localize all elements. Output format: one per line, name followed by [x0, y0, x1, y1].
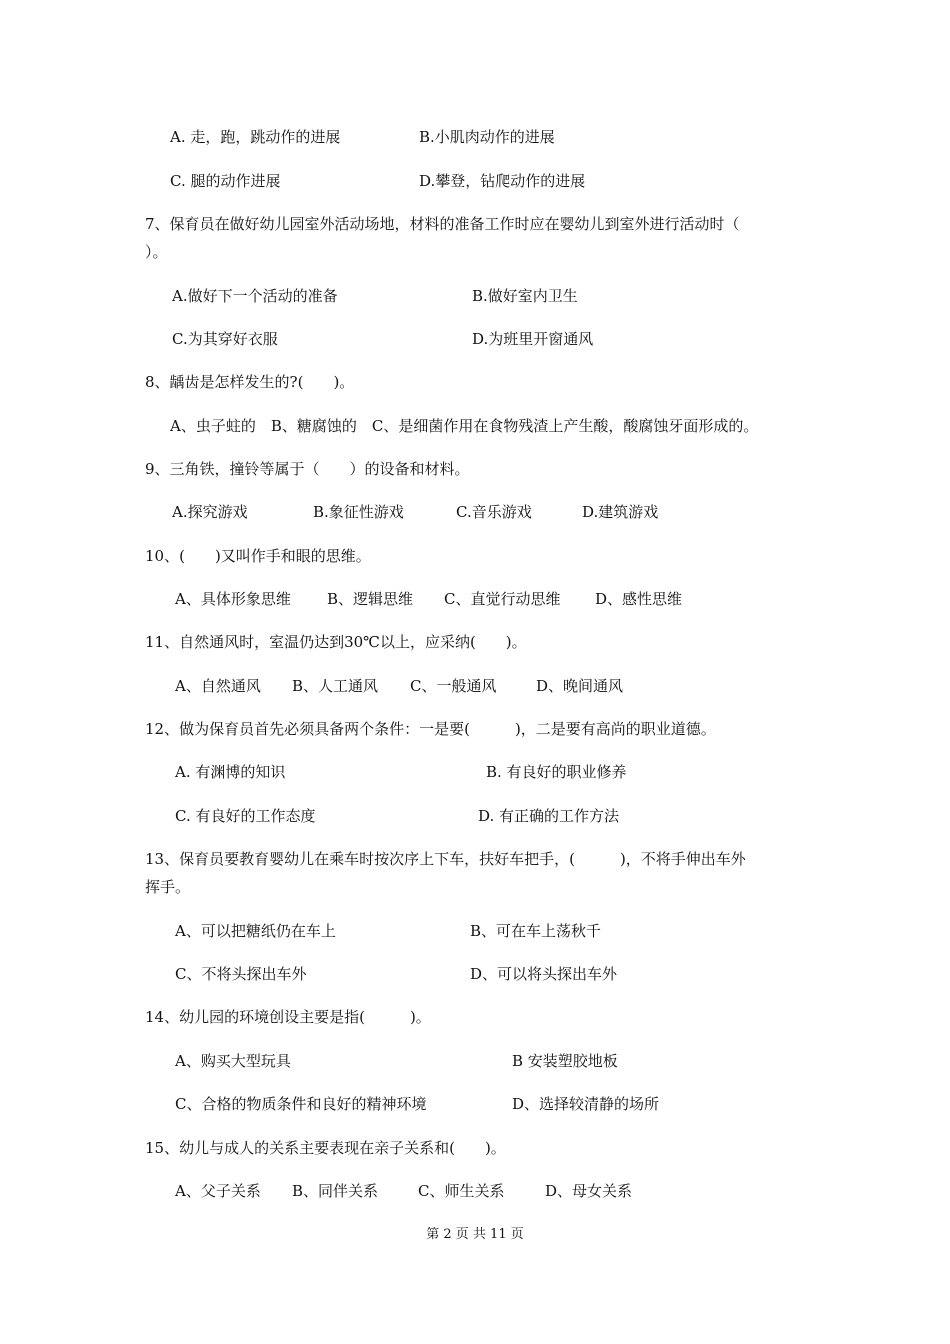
q6-option-b: B.小肌肉动作的进展 — [419, 128, 555, 146]
page-number-footer: 第 2 页 共 11 页 — [426, 1227, 524, 1242]
q11-option-c: C、一般通风 — [410, 677, 497, 695]
q14-option-c: C、合格的物质条件和良好的精神环境 — [175, 1095, 427, 1113]
q10-option-b: B、逻辑思维 — [327, 590, 414, 608]
q14-option-b: B 安装塑胶地板 — [512, 1052, 618, 1070]
q12-option-b: B. 有良好的职业修养 — [486, 763, 627, 781]
q10-stem: 10、( )又叫作手和眼的思维。 — [145, 547, 371, 565]
q14-option-d: D、选择较清静的场所 — [512, 1095, 660, 1113]
q13-stem-line1: 13、保育员要教育婴幼儿在乘车时按次序上下车，扶好车把手，( )，不将手伸出车外 — [145, 850, 746, 868]
q9-option-a: A.探究游戏 — [172, 503, 248, 521]
q12-option-a: A. 有渊博的知识 — [175, 763, 286, 781]
q12-option-d: D. 有正确的工作方法 — [478, 807, 620, 825]
q6-option-c: C. 腿的动作进展 — [170, 172, 281, 190]
q11-option-b: B、人工通风 — [292, 677, 379, 695]
q11-option-a: A、自然通风 — [175, 677, 261, 695]
q7-option-b: B.做好室内卫生 — [472, 287, 578, 305]
q11-option-d: D、晚间通风 — [536, 677, 624, 695]
q15-stem: 15、幼儿与成人的关系主要表现在亲子关系和( )。 — [145, 1139, 506, 1157]
q13-stem-line2: 挥手。 — [145, 878, 191, 896]
q11-stem: 11、自然通风时，室温仍达到30℃以上，应采纳( )。 — [145, 633, 527, 651]
q15-option-b: B、同伴关系 — [292, 1182, 379, 1200]
q7-option-d: D.为班里开窗通风 — [472, 330, 594, 348]
q7-stem-line2: ）。 — [145, 243, 168, 261]
q13-option-c: C、不将头探出车外 — [175, 965, 307, 983]
q15-option-c: C、师生关系 — [418, 1182, 505, 1200]
q15-option-a: A、父子关系 — [175, 1182, 261, 1200]
q8-options: A、虫子蛀的 B、糖腐蚀的 C、是细菌作用在食物残渣上产生酸，酸腐蚀牙面形成的。 — [170, 417, 759, 435]
q13-option-a: A、可以把糖纸仍在车上 — [175, 922, 336, 940]
q14-option-a: A、购买大型玩具 — [175, 1052, 291, 1070]
q10-option-d: D、感性思维 — [595, 590, 683, 608]
q12-stem: 12、做为保育员首先必须具备两个条件：一是要( )，二是要有高尚的职业道德。 — [145, 720, 716, 738]
q13-option-d: D、可以将头探出车外 — [470, 965, 618, 983]
q9-stem: 9、三角铁，撞铃等属于（ ）的设备和材料。 — [145, 460, 470, 478]
q9-option-c: C.音乐游戏 — [456, 503, 532, 521]
q6-option-d: D.攀登，钻爬动作的进展 — [419, 172, 586, 190]
q10-option-a: A、具体形象思维 — [175, 590, 291, 608]
q8-stem: 8、龋齿是怎样发生的?( )。 — [145, 373, 355, 391]
q7-stem-line1: 7、保育员在做好幼儿园室外活动场地，材料的准备工作时应在婴幼儿到室外进行活动时（ — [145, 215, 740, 233]
q12-option-c: C. 有良好的工作态度 — [175, 807, 316, 825]
q9-option-d: D.建筑游戏 — [582, 503, 659, 521]
q15-option-d: D、母女关系 — [545, 1182, 633, 1200]
q14-stem: 14、幼儿园的环境创设主要是指( )。 — [145, 1008, 431, 1026]
q9-option-b: B.象征性游戏 — [313, 503, 404, 521]
q10-option-c: C、直觉行动思维 — [444, 590, 561, 608]
q13-option-b: B、可在车上荡秋千 — [470, 922, 602, 940]
q7-option-a: A.做好下一个活动的准备 — [172, 287, 338, 305]
q7-option-c: C.为其穿好衣服 — [172, 330, 278, 348]
q6-option-a: A. 走，跑，跳动作的进展 — [170, 128, 341, 146]
